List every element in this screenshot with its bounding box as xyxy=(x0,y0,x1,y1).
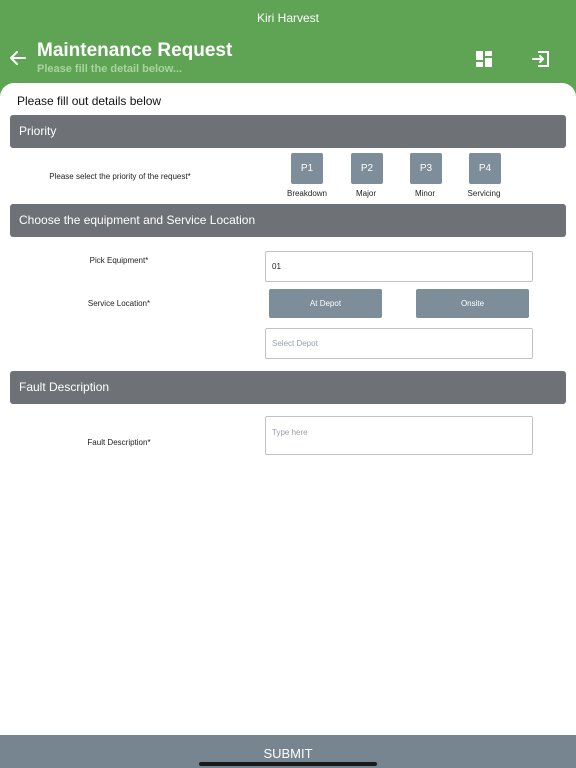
priority-p3-caption: Minor xyxy=(414,189,435,198)
page-title: Maintenance Request xyxy=(37,40,233,61)
priority-p4-caption: Servicing xyxy=(467,189,501,198)
priority-p1-button[interactable]: P1 xyxy=(291,153,323,184)
fault-description-label: Fault Description* xyxy=(87,438,151,447)
select-depot-dropdown[interactable]: Select Depot xyxy=(265,328,533,359)
form-sheet xyxy=(0,83,576,735)
priority-p2-button[interactable]: P2 xyxy=(351,153,383,184)
fault-section-header: Fault Description xyxy=(10,371,566,404)
logout-icon[interactable] xyxy=(531,49,551,69)
form-intro: Please fill out details below xyxy=(17,94,162,108)
priority-p2-caption: Major xyxy=(355,189,376,198)
submit-button[interactable]: SUBMIT xyxy=(0,735,576,768)
at-depot-button[interactable]: At Depot xyxy=(269,289,382,318)
pick-equipment-label: Pick Equipment* xyxy=(89,256,149,265)
home-indicator xyxy=(199,762,377,766)
equipment-section-header: Choose the equipment and Service Location xyxy=(10,204,566,237)
app-title: Kiri Harvest xyxy=(256,11,319,25)
onsite-button[interactable]: Onsite xyxy=(416,289,529,318)
priority-section-header: Priority xyxy=(10,115,566,148)
back-arrow-icon[interactable] xyxy=(8,48,28,68)
priority-prompt: Please select the priority of the request* xyxy=(49,172,191,181)
pick-equipment-field[interactable]: 01 xyxy=(265,251,533,282)
priority-p3-button[interactable]: P3 xyxy=(410,153,442,184)
priority-p1-caption: Breakdown xyxy=(286,189,328,198)
dashboard-icon[interactable] xyxy=(474,49,494,69)
fault-description-textarea[interactable]: Type here xyxy=(265,416,533,455)
priority-p4-button[interactable]: P4 xyxy=(469,153,501,184)
page-subtitle: Please fill the detail below... xyxy=(37,63,183,75)
service-location-label: Service Location* xyxy=(87,299,151,308)
